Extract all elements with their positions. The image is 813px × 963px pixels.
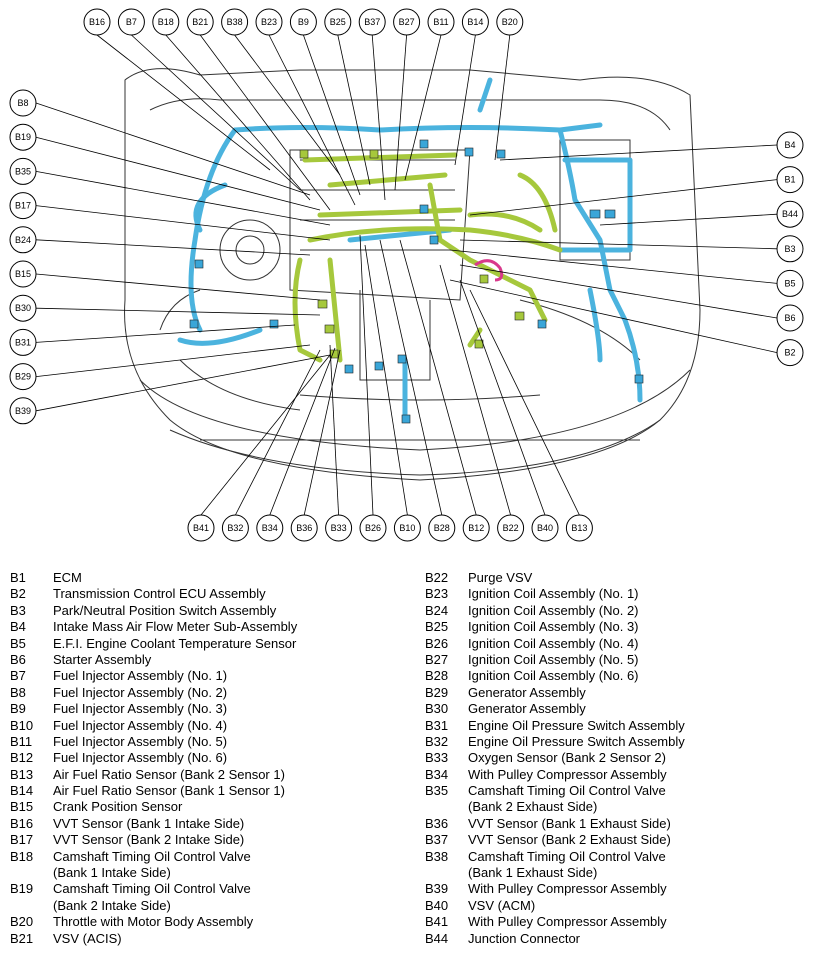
callout-b39 bbox=[10, 398, 36, 424]
callout-b24 bbox=[10, 227, 36, 253]
callout-label: B22 bbox=[502, 523, 519, 533]
legend-description: With Pulley Compressor Assembly bbox=[468, 914, 667, 930]
callout-label: B2 bbox=[784, 347, 796, 358]
leader-line-b25 bbox=[338, 35, 370, 185]
callout-b33 bbox=[326, 515, 352, 541]
callout-label: B28 bbox=[433, 523, 450, 533]
legend-code: B12 bbox=[10, 750, 34, 766]
callout-label: B1 bbox=[784, 174, 796, 185]
leader-line-b17 bbox=[36, 206, 330, 240]
leader-line-b18 bbox=[166, 35, 310, 200]
legend-description-line2: (Bank 1 Intake Side) bbox=[53, 865, 171, 881]
leader-line-b20 bbox=[495, 35, 510, 160]
callout-b28 bbox=[429, 515, 455, 541]
legend-description: Generator Assembly bbox=[468, 701, 586, 717]
legend-description: Junction Connector bbox=[468, 930, 581, 946]
leader-line-b41 bbox=[201, 355, 330, 515]
legend-description: Ignition Coil Assembly (No. 1) bbox=[468, 586, 639, 602]
callout-b20 bbox=[497, 9, 523, 35]
legend-code: B4 bbox=[10, 619, 26, 635]
legend-code: B14 bbox=[10, 783, 34, 799]
legend-code: B35 bbox=[425, 783, 449, 799]
callout-b15 bbox=[10, 261, 36, 287]
callout-b19 bbox=[10, 124, 36, 150]
leader-line-b34 bbox=[270, 348, 335, 515]
legend-description: Fuel Injector Assembly (No. 1) bbox=[53, 668, 228, 684]
legend-description: VVT Sensor (Bank 2 Intake Side) bbox=[53, 832, 245, 848]
callout-b5 bbox=[777, 270, 803, 296]
callout-label: B38 bbox=[226, 17, 243, 27]
callout-label: B16 bbox=[88, 17, 106, 27]
callout-b30 bbox=[10, 295, 36, 321]
callout-label: B24 bbox=[14, 234, 32, 245]
legend-code: B15 bbox=[10, 799, 34, 815]
legend-code: B27 bbox=[425, 651, 449, 667]
legend-description-line2: (Bank 1 Exhaust Side) bbox=[468, 865, 598, 881]
legend-description: E.F.I. Engine Coolant Temperature Sensor bbox=[53, 635, 297, 651]
legend-description: Ignition Coil Assembly (No. 2) bbox=[468, 602, 639, 618]
legend-description: ECM bbox=[53, 570, 82, 585]
callout-label: B11 bbox=[433, 17, 449, 27]
leader-line-b40 bbox=[460, 280, 545, 515]
callout-b34 bbox=[257, 515, 283, 541]
callout-label: B6 bbox=[784, 313, 796, 323]
legend-description: Starter Assembly bbox=[53, 651, 152, 667]
legend-description: With Pulley Compressor Assembly bbox=[468, 881, 667, 897]
callout-b25 bbox=[325, 9, 351, 35]
callout-b2 bbox=[777, 340, 803, 366]
callout-b22 bbox=[498, 515, 524, 541]
legend-code: B18 bbox=[10, 848, 34, 864]
legend-code: B20 bbox=[10, 914, 34, 930]
legend-description: Fuel Injector Assembly (No. 2) bbox=[53, 684, 228, 700]
legend-code: B10 bbox=[10, 717, 34, 733]
callout-label: B30 bbox=[14, 303, 32, 314]
legend-description: Fuel Injector Assembly (No. 3) bbox=[53, 701, 228, 717]
callout-label: B33 bbox=[330, 523, 347, 533]
legend-code: B11 bbox=[10, 733, 33, 749]
callout-label: B9 bbox=[297, 17, 309, 27]
connectors bbox=[190, 140, 643, 423]
callout-label: B19 bbox=[14, 132, 32, 143]
legend-description: VVT Sensor (Bank 1 Exhaust Side) bbox=[468, 815, 671, 831]
callout-b1 bbox=[777, 167, 803, 193]
legend-code: B5 bbox=[10, 635, 26, 651]
callout-b12 bbox=[463, 515, 489, 541]
legend-description: Fuel Injector Assembly (No. 5) bbox=[53, 733, 228, 749]
callout-label: B18 bbox=[157, 17, 174, 27]
leader-line-b29 bbox=[36, 345, 310, 377]
legend-description: Throttle with Motor Body Assembly bbox=[53, 914, 254, 930]
legend-code: B29 bbox=[425, 684, 449, 700]
callout-label: B13 bbox=[571, 523, 588, 533]
callout-label: B34 bbox=[261, 523, 278, 533]
leader-line-b27 bbox=[395, 35, 407, 190]
legend-description: Air Fuel Ratio Sensor (Bank 2 Sensor 1) bbox=[53, 766, 285, 782]
callout-label: B17 bbox=[14, 200, 32, 211]
callout-b26 bbox=[360, 515, 386, 541]
legend-code: B24 bbox=[425, 602, 449, 618]
callout-b4 bbox=[777, 132, 803, 158]
callout-b6 bbox=[777, 305, 803, 331]
leader-line-b12 bbox=[400, 240, 476, 515]
callout-label: B39 bbox=[14, 405, 32, 416]
callout-b10 bbox=[394, 515, 420, 541]
legend-code: B8 bbox=[10, 684, 26, 700]
legend-code: B17 bbox=[10, 832, 34, 848]
leader-line-b9 bbox=[303, 35, 360, 195]
legend-code: B32 bbox=[425, 733, 449, 749]
leader-line-b33 bbox=[330, 345, 339, 515]
legend-description: Camshaft Timing Oil Control Valve bbox=[468, 783, 666, 799]
leader-line-b21 bbox=[200, 35, 330, 210]
legend-description: Purge VSV bbox=[468, 570, 533, 585]
callout-b3 bbox=[777, 236, 803, 262]
leader-line-b35 bbox=[36, 171, 330, 225]
callout-label: B26 bbox=[364, 523, 382, 533]
legend-code: B6 bbox=[10, 651, 26, 667]
callout-label: B5 bbox=[784, 278, 796, 289]
legend-description: Ignition Coil Assembly (No. 6) bbox=[468, 668, 639, 684]
legend-description: VVT Sensor (Bank 1 Intake Side) bbox=[53, 815, 245, 831]
callout-b18 bbox=[153, 9, 179, 35]
legend-code: B41 bbox=[425, 914, 449, 930]
legend-code: B30 bbox=[425, 701, 449, 717]
legend-code: B2 bbox=[10, 586, 26, 602]
callout-b41 bbox=[188, 515, 214, 541]
component-legend bbox=[0, 570, 813, 963]
legend-description: Generator Assembly bbox=[468, 684, 586, 700]
callout-label: B14 bbox=[467, 17, 484, 27]
legend-code: B34 bbox=[425, 766, 449, 782]
legend-code: B16 bbox=[10, 815, 34, 831]
callout-label: B23 bbox=[260, 17, 278, 27]
legend-code: B26 bbox=[425, 635, 449, 651]
legend-description: VSV (ACM) bbox=[468, 897, 536, 913]
legend-description-line2: (Bank 2 Intake Side) bbox=[53, 897, 171, 913]
leader-line-b19 bbox=[36, 137, 320, 210]
callout-b23 bbox=[256, 9, 282, 35]
callout-label: B37 bbox=[364, 17, 381, 27]
leader-line-b1 bbox=[470, 180, 777, 215]
callout-label: B32 bbox=[227, 523, 244, 533]
leader-line-b44 bbox=[600, 214, 777, 225]
legend-code: B19 bbox=[10, 881, 34, 897]
callout-label: B8 bbox=[17, 98, 29, 108]
leader-line-b8 bbox=[36, 103, 310, 195]
callout-label: B35 bbox=[14, 166, 32, 177]
callout-label: B44 bbox=[781, 209, 799, 220]
leader-line-b15 bbox=[36, 274, 320, 300]
callout-label: B20 bbox=[501, 17, 518, 27]
legend-description: Transmission Control ECU Assembly bbox=[53, 586, 266, 602]
legend-description: Crank Position Sensor bbox=[53, 799, 183, 815]
leader-line-b32 bbox=[235, 350, 320, 515]
legend-description: Ignition Coil Assembly (No. 4) bbox=[468, 635, 639, 651]
leader-line-b30 bbox=[36, 308, 320, 315]
legend-code: B38 bbox=[425, 848, 449, 864]
callout-b31 bbox=[10, 329, 36, 355]
callout-b27 bbox=[394, 9, 420, 35]
callout-label: B7 bbox=[125, 17, 137, 27]
callout-label: B31 bbox=[14, 337, 32, 348]
legend-description: Fuel Injector Assembly (No. 6) bbox=[53, 750, 228, 766]
legend-code: B36 bbox=[425, 815, 449, 831]
legend-description: Ignition Coil Assembly (No. 5) bbox=[468, 651, 639, 667]
leader-line-b26 bbox=[360, 235, 373, 515]
legend-code: B39 bbox=[425, 881, 449, 897]
callout-b29 bbox=[10, 364, 36, 390]
legend-code: B3 bbox=[10, 602, 26, 618]
callout-b14 bbox=[462, 9, 488, 35]
legend-description: Intake Mass Air Flow Meter Sub-Assembly bbox=[53, 619, 298, 635]
legend-code: B44 bbox=[425, 930, 449, 946]
legend-description: Air Fuel Ratio Sensor (Bank 1 Sensor 1) bbox=[53, 783, 285, 799]
legend-code: B28 bbox=[425, 668, 449, 684]
callout-label: B40 bbox=[536, 523, 554, 533]
callout-b7 bbox=[118, 9, 144, 35]
callout-label: B21 bbox=[192, 17, 209, 27]
legend-code: B1 bbox=[10, 570, 26, 585]
legend-description: Engine Oil Pressure Switch Assembly bbox=[468, 733, 685, 749]
leader-line-b13 bbox=[470, 290, 579, 515]
legend-code: B9 bbox=[10, 701, 26, 717]
legend-description: Ignition Coil Assembly (No. 3) bbox=[468, 619, 639, 635]
callout-b32 bbox=[222, 515, 248, 541]
leader-line-b37 bbox=[372, 35, 385, 200]
legend-description: VSV (ACIS) bbox=[53, 930, 122, 946]
legend-description: VVT Sensor (Bank 2 Exhaust Side) bbox=[468, 832, 671, 848]
callout-label: B41 bbox=[192, 523, 210, 533]
callout-label: B27 bbox=[398, 17, 415, 27]
legend-code: B25 bbox=[425, 619, 449, 635]
legend-description: With Pulley Compressor Assembly bbox=[468, 766, 667, 782]
callout-b38 bbox=[222, 9, 248, 35]
legend-description: Camshaft Timing Oil Control Valve bbox=[53, 848, 251, 864]
leader-lines bbox=[36, 35, 777, 515]
legend-description: Engine Oil Pressure Switch Assembly bbox=[468, 717, 685, 733]
legend-description: Camshaft Timing Oil Control Valve bbox=[468, 848, 666, 864]
legend-code: B22 bbox=[425, 570, 449, 585]
legend-code: B31 bbox=[425, 717, 449, 733]
callout-b37 bbox=[359, 9, 385, 35]
legend-description: Park/Neutral Position Switch Assembly bbox=[53, 602, 277, 618]
legend-code: B7 bbox=[10, 668, 26, 684]
legend-code: B23 bbox=[425, 586, 449, 602]
callout-label: B10 bbox=[399, 523, 416, 533]
callout-b11 bbox=[428, 9, 454, 35]
callout-b17 bbox=[10, 193, 36, 219]
leader-line-b3 bbox=[460, 240, 777, 249]
callout-b8 bbox=[10, 90, 36, 116]
callout-label: B3 bbox=[784, 243, 796, 254]
leader-line-b38 bbox=[235, 35, 340, 175]
leader-line-b4 bbox=[500, 145, 777, 160]
legend-description-line2: (Bank 2 Exhaust Side) bbox=[468, 799, 598, 815]
callout-b9 bbox=[290, 9, 316, 35]
legend-description: Camshaft Timing Oil Control Valve bbox=[53, 881, 251, 897]
legend-code: B33 bbox=[425, 750, 449, 766]
legend-description: Oxygen Sensor (Bank 2 Sensor 2) bbox=[468, 750, 666, 766]
leader-line-b24 bbox=[36, 240, 310, 255]
callout-b40 bbox=[532, 515, 558, 541]
callout-b36 bbox=[291, 515, 317, 541]
callout-b13 bbox=[566, 515, 592, 541]
callout-b16 bbox=[84, 9, 110, 35]
legend-code: B37 bbox=[425, 832, 449, 848]
callout-b21 bbox=[187, 9, 213, 35]
legend-description: Fuel Injector Assembly (No. 4) bbox=[53, 717, 228, 733]
callout-label: B36 bbox=[296, 523, 313, 533]
callout-label: B29 bbox=[14, 371, 32, 382]
legend-code: B13 bbox=[10, 766, 34, 782]
callout-b44 bbox=[777, 201, 803, 227]
callout-b35 bbox=[10, 158, 36, 184]
callout-label: B4 bbox=[784, 140, 796, 150]
callout-label: B12 bbox=[468, 523, 485, 533]
legend-code: B40 bbox=[425, 897, 449, 913]
legend-code: B21 bbox=[10, 930, 34, 946]
callout-labels bbox=[10, 9, 803, 541]
callout-label: B15 bbox=[14, 269, 32, 279]
callout-label: B25 bbox=[329, 17, 346, 27]
